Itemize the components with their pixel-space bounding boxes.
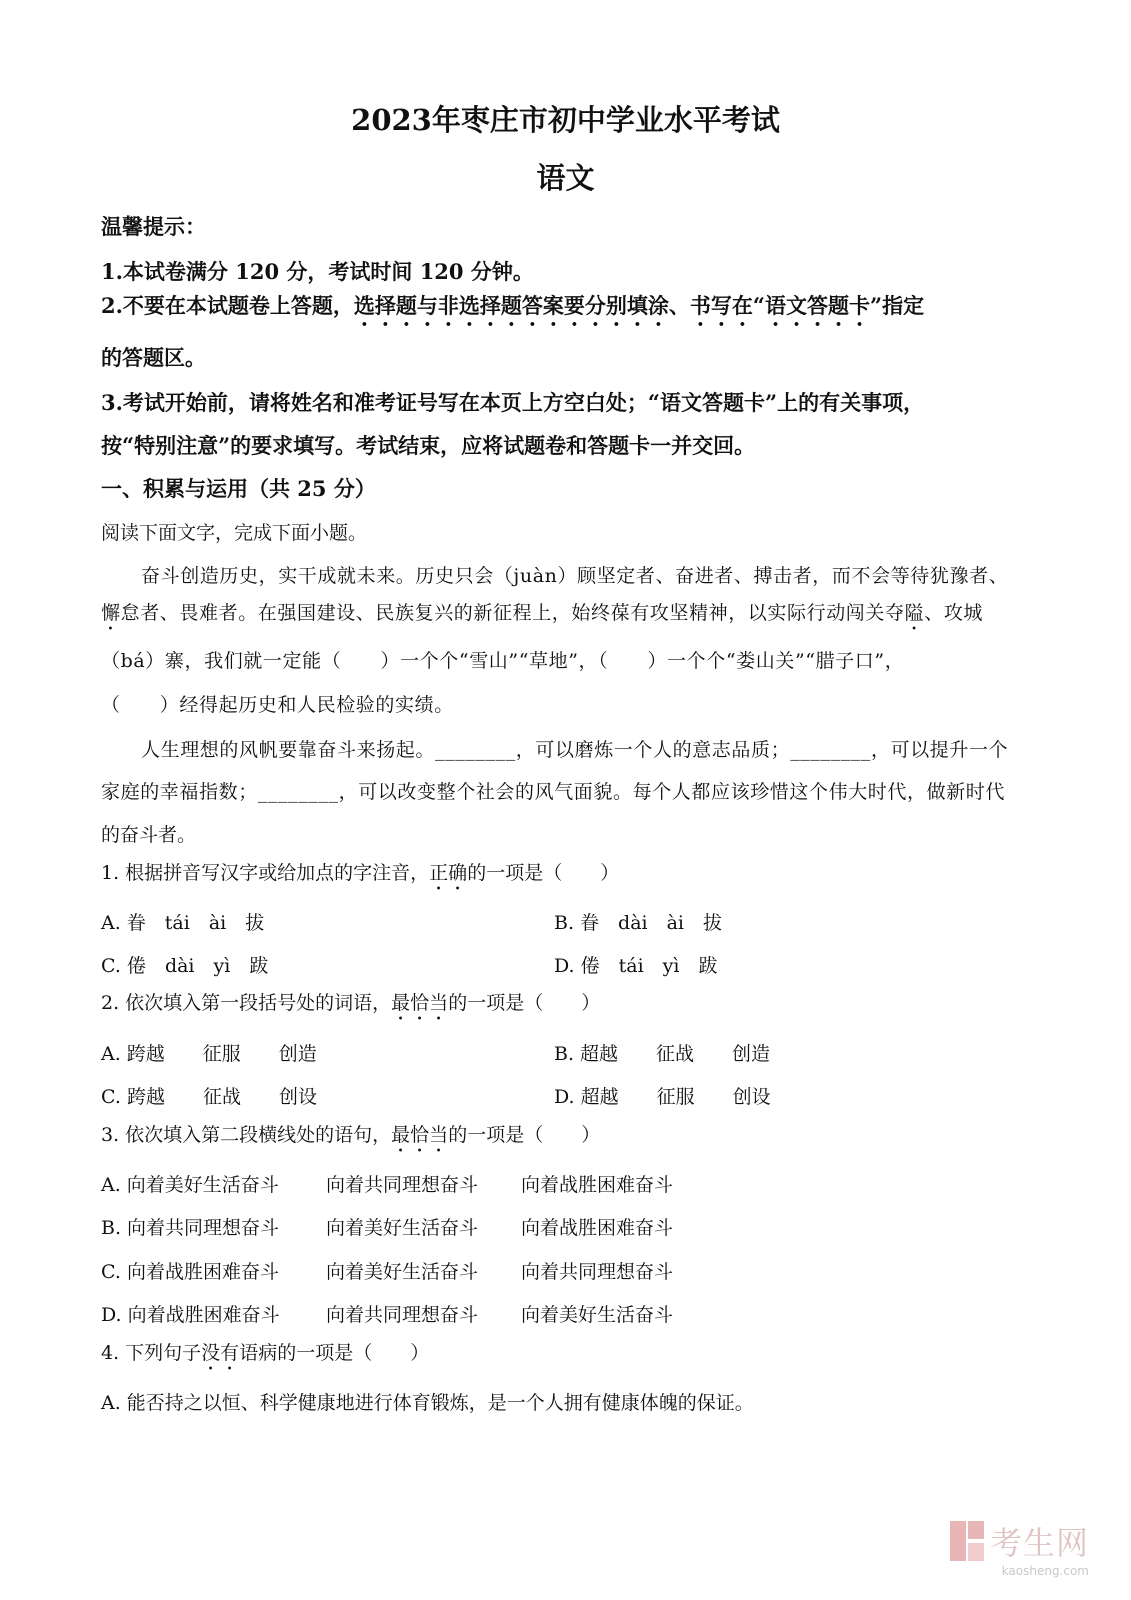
q3-option-c-part3: 向着共同理想奋斗 — [521, 1261, 674, 1283]
question-1-stem — [101, 858, 619, 895]
passage-p1-line2-end: 、攻城 — [924, 602, 984, 624]
kaosheng-logo-icon — [950, 1521, 984, 1561]
dotted-char-xie: 懈 — [101, 602, 121, 624]
q1-option-c[interactable]: C. 倦 dài yì 跋 — [101, 955, 269, 977]
dotted-char-ai: 隘 — [904, 602, 925, 624]
q1-option-a[interactable]: A. 眷 tái ài 拔 — [101, 912, 265, 934]
q3-option-d-part3: 向着美好生活奋斗 — [521, 1304, 674, 1326]
watermark-brand: 考生网 — [989, 1524, 1089, 1562]
q4-stem-emphasis: 没有 — [201, 1342, 240, 1364]
q2-stem-c: 的一项是（ ） — [448, 992, 601, 1014]
q2-option-a[interactable]: A. 跨越 征服 创造 — [101, 1043, 317, 1065]
q3-option-d-part2: 向着共同理想奋斗 — [326, 1304, 479, 1326]
q1-option-d[interactable]: D. 倦 tái yì 跋 — [554, 955, 718, 977]
q3-option-a-part3: 向着战胜困难奋斗 — [521, 1174, 674, 1196]
q3-option-b-part1: B. 向着共同理想奋斗 — [101, 1217, 280, 1239]
q2-option-c[interactable]: C. 跨越 征战 创设 — [101, 1086, 317, 1108]
q1-option-b[interactable]: B. 眷 dài ài 拔 — [554, 912, 723, 934]
q3-option-a-part2: 向着共同理想奋斗 — [326, 1174, 479, 1196]
exam-title: 2023年枣庄市初中学业水平考试 — [351, 103, 780, 137]
notice-item-3-cont: 按“特别注意”的要求填写。考试结束，应将试题卷和答题卡一并交回。 — [101, 433, 756, 458]
q4-option-a[interactable]: A. 能否持之以恒、科学健康地进行体育锻炼，是一个人拥有健康体魄的保证。 — [101, 1392, 754, 1414]
passage-p2-line2: 家庭的幸福指数；________，可以改变整个社会的风气面貌。每个人都应该珍惜这个伟大时代，做新时代 — [101, 781, 1006, 803]
q3-option-b-part3: 向着战胜困难奋斗 — [521, 1217, 674, 1239]
subject-title: 语文 — [536, 161, 595, 195]
passage-p1-line4: （ ）经得起历史和人民检验的实绩。 — [101, 694, 454, 716]
q3-option-a-part1: A. 向着美好生活奋斗 — [101, 1174, 279, 1196]
q3-stem-a: 3. 依次填入第二段横线处的语句， — [101, 1124, 392, 1146]
watermark — [950, 1518, 1089, 1578]
notice-item-3: 3.考试开始前，请将姓名和准考证号写在本页上方空白处；“语文答题卡”上的有关事项， — [101, 390, 925, 415]
notice-item-1: 1.本试卷满分 120 分，考试时间 120 分钟。 — [101, 259, 534, 284]
q1-stem-c: 的一项是（ ） — [467, 862, 620, 884]
section-instruction: 阅读下面文字，完成下面小题。 — [101, 522, 368, 544]
passage-p2-line1: 人生理想的风帆要靠奋斗来扬起。________，可以磨炼一个人的意志品质；________，可以提升一个 — [141, 739, 1009, 761]
q2-option-d[interactable]: D. 超越 征服 创设 — [554, 1086, 771, 1108]
question-4-stem — [101, 1338, 429, 1375]
q1-stem-a: 1. 根据拼音写汉字或给加点的字注音， — [101, 862, 430, 884]
notice-item-2-emphasis: 选择题与非选择题答案要分别填涂、书写在“语文答题卡” — [353, 293, 883, 318]
notice-item-2-cont: 的答题区。 — [101, 345, 206, 370]
passage-p1-line2-mid: 怠者、畏难者。在强国建设、民族复兴的新征程上，始终葆有攻坚精神，以实际行动闯关夺 — [120, 602, 905, 624]
passage-p1-line3: （bá）寨，我们就一定能（ ）一个个“雪山”“草地”，（ ）一个个“娄山关”“腊子口”， — [101, 650, 905, 672]
q3-stem-emphasis: 最恰当 — [391, 1124, 449, 1146]
q3-option-c-part2: 向着美好生活奋斗 — [326, 1261, 479, 1283]
q2-stem-emphasis: 最恰当 — [391, 992, 449, 1014]
q1-stem-emphasis: 正确 — [429, 862, 468, 884]
q2-option-b[interactable]: B. 超越 征战 创造 — [554, 1043, 771, 1065]
q3-option-b-part2: 向着美好生活奋斗 — [326, 1217, 479, 1239]
notice-heading: 温馨提示： — [101, 214, 206, 239]
passage-p2-line3: 的奋斗者。 — [101, 824, 197, 846]
notice-item-2-c: 指定 — [882, 293, 925, 318]
section-heading: 一、积累与运用（共 25 分） — [101, 476, 376, 501]
question-2-stem — [101, 988, 600, 1025]
notice-item-2-a: 2.不要在本试题卷上答题， — [101, 293, 354, 318]
notice-item-2 — [101, 290, 924, 331]
watermark-url: kaosheng.com — [1001, 1564, 1089, 1578]
q2-stem-a: 2. 依次填入第一段括号处的词语， — [101, 992, 392, 1014]
question-3-stem — [101, 1120, 600, 1157]
passage-p1-line2 — [101, 598, 983, 635]
q4-stem-a: 4. 下列句子 — [101, 1342, 202, 1364]
q4-stem-c: 语病的一项是（ ） — [239, 1342, 430, 1364]
q3-stem-c: 的一项是（ ） — [448, 1124, 601, 1146]
q3-option-c-part1: C. 向着战胜困难奋斗 — [101, 1261, 279, 1283]
passage-p1-line1: 奋斗创造历史，实干成就未来。历史只会（juàn）顾坚定者、奋进者、搏击者，而不会等待犹豫者、 — [141, 565, 1009, 587]
q3-option-d-part1: D. 向着战胜困难奋斗 — [101, 1304, 280, 1326]
